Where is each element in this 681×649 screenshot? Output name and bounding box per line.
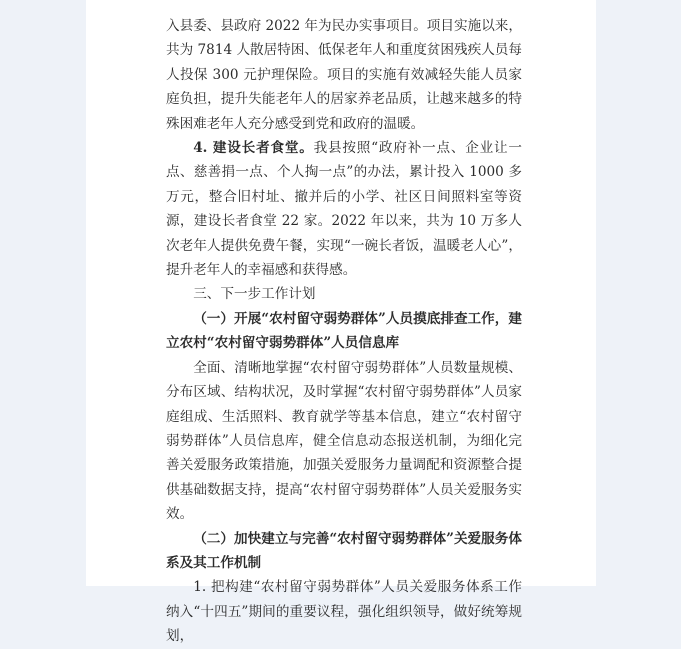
- paragraph-insurance: [166, 14, 522, 136]
- section-heading-next-plan: 三、下一步工作计划: [193, 286, 316, 303]
- document-body: [166, 14, 522, 649]
- paragraph-elder-canteen: [166, 136, 522, 282]
- subsection-heading-2: （二）加快建立与完善“农村留守弱势群体”关爱服务体系及其工作机制: [166, 530, 522, 571]
- paragraph-text: 入县委、县政府 2022 年为民办实事项目。项目实施以来，共为 7814 人散居特困、低保老年人和重度贫困残疾人员每人投保 300 元护理保险。项目的实施有效减轻失能人员家庭负担，提升失能老年人的居家养老品质，让越来越多的特殊困难老年人充分感受到党和政府的温暖。: [166, 18, 522, 132]
- subsection-heading-1: （一）开展“农村留守弱势群体”人员摸底排查工作，建立农村“农村留守弱势群体”人员信息库: [166, 310, 522, 352]
- paragraph-lead: 4. 建设长者食堂。: [193, 140, 314, 157]
- paragraph-service-system: 1. 把构建“农村留守弱势群体”人员关爱服务体系工作纳入“十四五”期间的重要议程，强化组织领导，做好统筹规划，: [166, 579, 522, 645]
- paragraph-text: 我县按照“政府补一点、企业让一点、慈善捐一点、个人掏一点”的办法，累计投入 1000 多万元，整合旧村址、撤并后的小学、社区日间照料室等资源，建设长者食堂 22 家。2022 年以来，共为 10 万多人次老年人提供免费午餐，实现“一碗长者饭，温暖老人心”，提升老年人的幸福感和获得感。: [166, 140, 522, 279]
- paragraph-database: 全面、清晰地掌握“农村留守弱势群体”人员数量规模、分布区域、结构状况，及时掌握“农村留守弱势群体”人员家庭组成、生活照料、教育就学等基本信息，建立“农村留守弱势群体”人员信息库，健全信息动态报送机制，为细化完善关爱服务政策措施，加强关爱服务力量调配和资源整合提供基础数据支持，提高“农村留守弱势群体”人员关爱服务实效。: [166, 359, 522, 523]
- document-page: [86, 0, 596, 645]
